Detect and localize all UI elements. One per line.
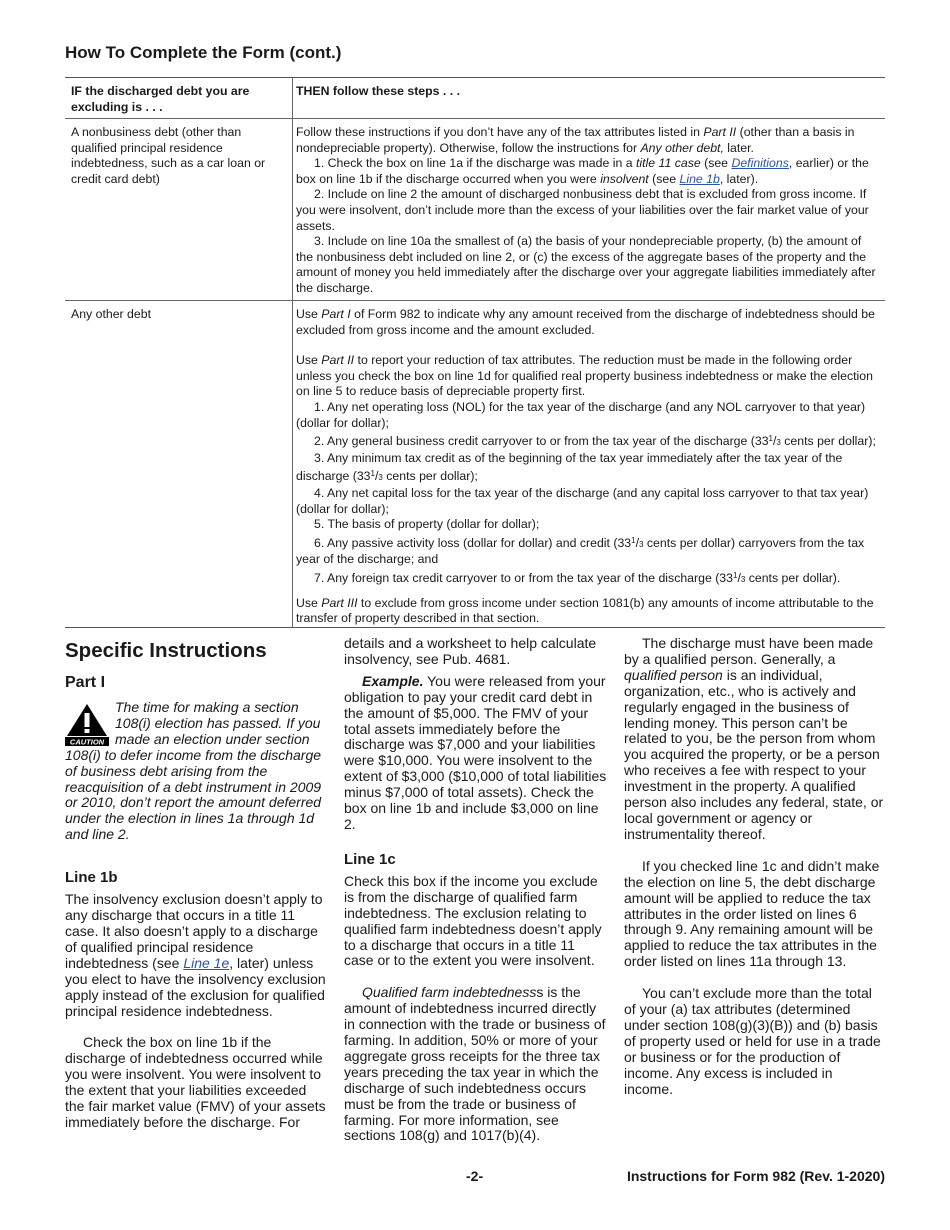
row2-item-1: 1. Any net operating loss (NOL) for the tax year of the discharge (and any NOL carryover to that year) (dollar for dollar); — [296, 399, 866, 430]
table-row-nonbusiness-debt — [65, 118, 885, 300]
line-1c-para-1: Check this box if the income you exclude is from the discharge of qualified farm indebtedness. The exclusion relating to qualified farm indebtedness doesn’t apply to a discharge that occurs in a title 11 case or to the extent you were insolvent. — [344, 872, 602, 969]
part-1-title: Part I — [65, 674, 106, 691]
debt-type-cell: Any other debt — [65, 301, 293, 627]
table-row-any-other-debt — [65, 300, 885, 627]
caution-label: CAUTION — [69, 737, 105, 746]
row1-intro: Follow these instructions if you don’t have any of the tax attributes listed in Part II (other than a basis in nondepreciable property). Otherwise, follow the instructions for Any other debt, later. — [296, 125, 855, 155]
document-page — [65, 0, 885, 1230]
line-1b-para-1: The insolvency exclusion doesn’t apply to any discharge that occurs in a title 11 case. It also doesn’t apply to a discharge of qualified principal residence indebtedness (see Line 1e, later) unless you elect to have the insolvency exclusion apply instead of the exclusion for qualified principal residence indebtedness. — [65, 891, 326, 1019]
page-number: -2- — [466, 1168, 484, 1184]
steps-cell — [293, 119, 885, 300]
table-header-row — [65, 78, 885, 118]
row2-item-3: 3. Any minimum tax credit as of the beginning of the tax year immediately after the tax year of the discharge ($33^1/3$ cents per dollar); — [296, 450, 843, 484]
row2-part3-para: Use Part III to exclude from gross income under section 1081(b) any amounts of income attributable to the transfer of property described in that section. — [296, 595, 874, 626]
text-column-1 — [65, 636, 327, 1131]
row2-item-7: 7. Any foreign tax credit carryover to or from the tax year of the discharge ($33^1/3$ cents per dollar). — [314, 570, 841, 585]
row1-step-3: 3. Include on line 10a the smallest of (a) the basis of your nondepreciable property, (b) the amount of the nonbusiness debt included on line 2, or (c) the excess of the aggregate bases of the property and the amount of money you held immediately after the discharge over your aggregate liabilities immediately after the discharge. — [296, 234, 876, 295]
row2-item-2: 2. Any general business credit carryover to or from the tax year of the discharge ($33^1/3$ cents per dollar); — [314, 434, 876, 449]
line-1b-para-2: Check the box on line 1b if the discharge of indebtedness occurred while you were insolvent. You were insolvent to the extent that your liabilities exceeded the fair market value (FMV) of your assets immediately before the discharge. For — [65, 1034, 326, 1130]
debt-type-cell: A nonbusiness debt (other than qualified principal residence indebtedness, such as a car loan or credit card debt) — [65, 119, 293, 300]
row2-part2-para: Use Part II to report your reduction of tax attributes. The reduction must be made in the following order unless you check the box on line 1d for qualified real property business indebtedness or make the election on line 5 to reduce basis of depreciable property first. — [296, 353, 873, 399]
row2-part1-para: Use Part I of Form 982 to indicate why any amount received from the discharge of indebtedness should be excluded from gross income and the amount excluded. — [296, 307, 875, 337]
exclusion-limit-para: You can’t exclude more than the total of your (a) tax attributes (determined under section 108(g)(3)(B)) and (b) basis of property used or held for use in a trade or business or for the production of income. Any excess is included in income. — [624, 985, 881, 1097]
qualified-person-para: The discharge must have been made by a qualified person. Generally, a qualified person is an individual, organization, etc., who is actively and regularly engaged in the business of lending money. This person can’t be related to you, be the person from whom you acquired the property, or be a person who receives a fee with respect to your investment in the property. A qualified person also includes any federal, state, or local government or agency or instrumentality thereof. — [624, 635, 884, 842]
instructions-table — [65, 77, 885, 628]
row2-item-6: 6. Any passive activity loss (dollar for dollar) and credit ($33^1/3$ cents per dollar) carryovers from the tax year of the discharge; and — [296, 535, 865, 567]
line-1e-link[interactable]: Line 1e — [183, 954, 230, 971]
line-1c-para-2: Qualified farm indebtednesss is the amount of indebtedness incurred directly in connection with the trade or business of farming. In addition, 50% or more of your aggregate gross receipts for the three tax years preceding the tax year in which the discharge of such indebtedness occurs must be from the trade or business of farming. For more information, see sections 108(g) and 1017(b)(4). — [344, 984, 606, 1144]
line-1b-heading: Line 1b — [65, 869, 118, 887]
footer-form-title: Instructions for Form 982 (Rev. 1-2020) — [626, 1168, 885, 1184]
line-1c-election-para: If you checked line 1c and didn’t make the election on line 5, the debt discharge amount will be applied to reduce the tax attributes in the order listed on lines 6 through 9. Any remaining amount will be applied to reduce the tax attributes in the order listed on lines 11a through 13. — [624, 857, 880, 970]
text-column-2 — [344, 636, 607, 1144]
line-1b-link[interactable]: Line 1b — [679, 171, 720, 186]
text-column-3 — [624, 636, 885, 1097]
insolvency-para: details and a worksheet to help calculate insolvency, see Pub. 4681. — [344, 635, 597, 667]
row2-item-5: 5. The basis of property (dollar for dollar); — [314, 517, 540, 532]
table-header-then: THEN follow these steps . . . — [296, 84, 460, 98]
caution-text: The time for making a section 108(i) election has passed. If you made an election under section 108(i) to defer income from the discharge of business debt arising from the reacquisition of a debt instrument in 2009 or 2010, don’t report the amount deferred under the election in lines 1a through 1d and line 2. — [65, 699, 322, 843]
specific-instructions-title: Specific Instructions — [65, 639, 267, 662]
section-heading: How To Complete the Form (cont.) — [65, 43, 342, 62]
caution-icon — [65, 702, 109, 746]
row1-step-2: 2. Include on line 2 the amount of discharged nonbusiness debt that is excluded from gross income. If you were insolvent, don’t include more than the excess of your liabilities over the fair market value of your assets. — [296, 187, 869, 233]
steps-cell — [293, 301, 885, 627]
caution-note — [65, 700, 327, 843]
definitions-link[interactable]: Definitions — [731, 156, 789, 171]
row2-item-4: 4. Any net capital loss for the tax year of the discharge (and any capital loss carryover to that tax year) (dollar for dollar); — [296, 485, 869, 516]
example-para: Example. You were released from your obligation to pay your credit card debt in the amount of $5,000. The FMV of your total assets immediately before the discharge was $7,000 and your liabilities were $10,000. You were insolvent to the extent of $3,000 ($10,000 of total liabilities minus $7,000 of total assets). Check the box on line 1b and include $3,000 on line 2. — [344, 672, 607, 832]
table-header-if: IF the discharged debt you are excluding is . . . — [65, 78, 293, 118]
row1-step-1: 1. Check the box on line 1a if the discharge was made in a title 11 case (see Definitions, earlier) or the box on line 1b if the discharge occurred when you were insolvent (see Line 1b, later). — [296, 156, 869, 186]
line-1c-heading: Line 1c — [344, 850, 396, 868]
